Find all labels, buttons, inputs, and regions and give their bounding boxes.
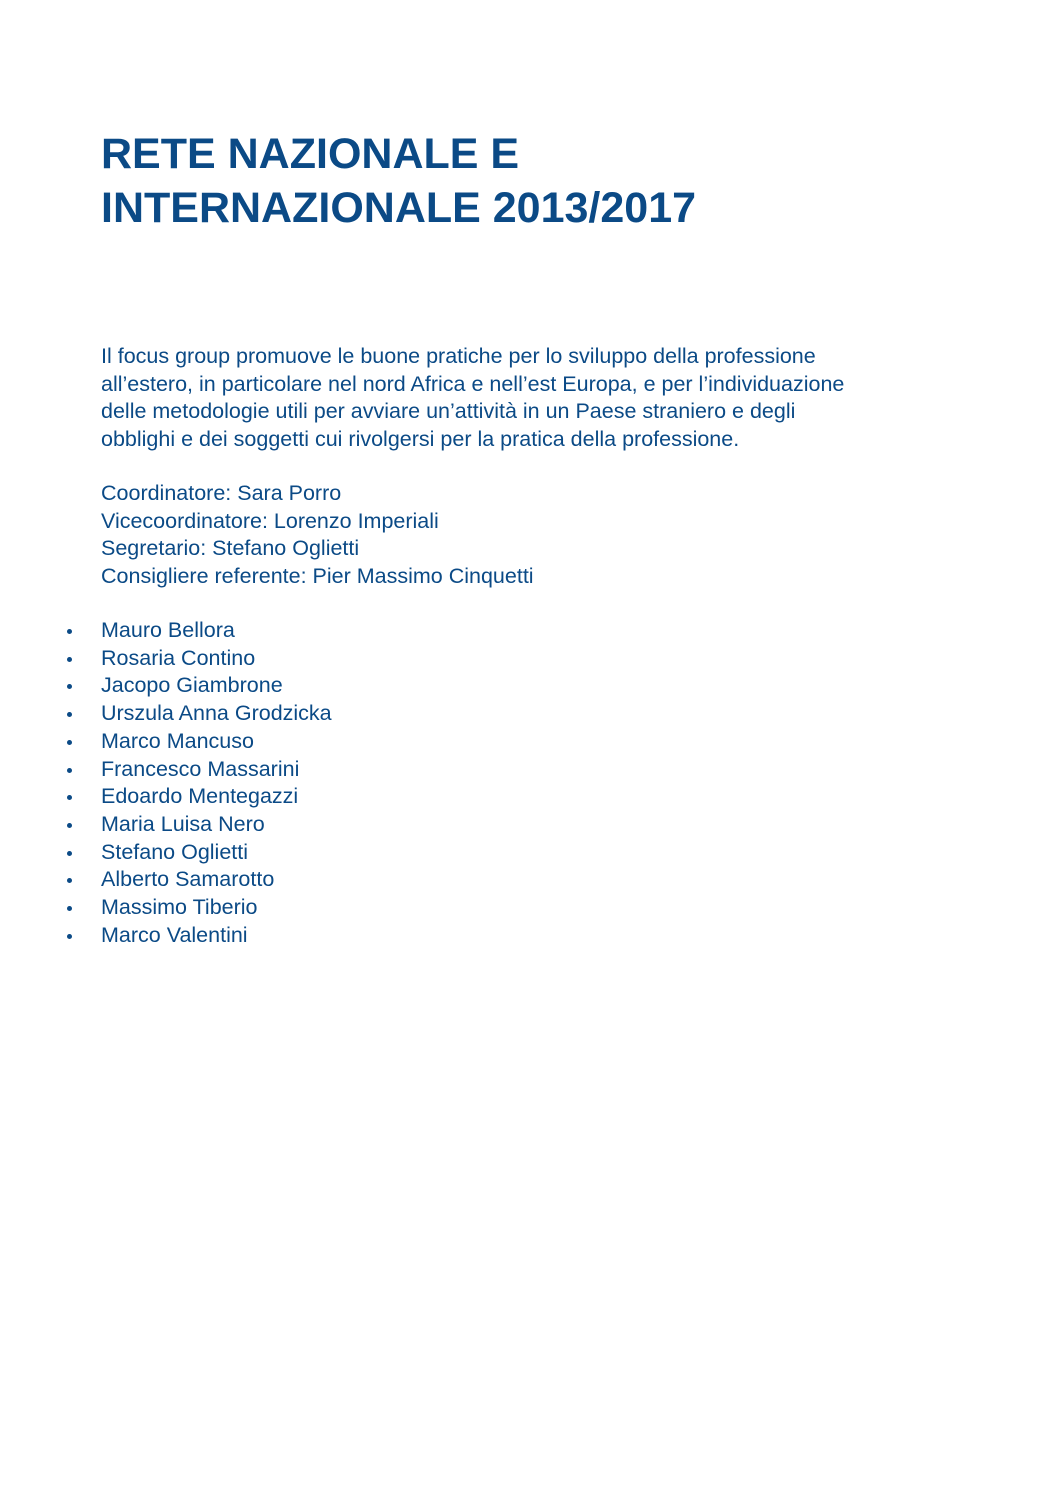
role-consigliere-referente: Consigliere referente: Pier Massimo Cinquetti	[101, 564, 534, 589]
member-name: Edoardo Mentegazzi	[101, 784, 299, 809]
bullet-icon	[67, 768, 72, 773]
list-item	[0, 839, 332, 867]
bullet-icon	[67, 851, 72, 856]
member-name: Jacopo Giambrone	[101, 673, 283, 698]
member-name: Massimo Tiberio	[101, 895, 258, 920]
role-coordinatore: Coordinatore: Sara Porro	[101, 481, 342, 505]
bullet-icon	[67, 712, 72, 717]
bullet-icon	[67, 823, 72, 828]
list-item	[0, 617, 332, 645]
bullet-icon	[67, 934, 72, 939]
members-list	[0, 617, 332, 949]
intro-line-4: obblighi e dei soggetti cui rivolgersi per la pratica della professione.	[101, 427, 740, 452]
bullet-icon	[67, 684, 72, 689]
intro-line-3: delle metodologie utili per avviare un’attività in un Paese straniero e degli	[101, 399, 796, 424]
intro-line-2: all’estero, in particolare nel nord Africa e nell’est Europa, e per l’individuazione	[101, 371, 845, 396]
member-name: Alberto Samarotto	[101, 867, 275, 892]
role-segretario: Segretario: Stefano Oglietti	[101, 536, 360, 561]
member-name: Urszula Anna Grodzicka	[101, 701, 332, 726]
list-item	[0, 922, 332, 950]
bullet-icon	[67, 740, 72, 745]
member-name: Francesco Massarini	[101, 756, 300, 781]
list-item	[0, 700, 332, 728]
role-vicecoordinatore: Vicecoordinatore: Lorenzo Imperiali	[101, 508, 439, 533]
roles-block	[101, 480, 534, 591]
list-item	[0, 672, 332, 700]
member-name: Maria Luisa Nero	[101, 811, 265, 836]
intro-paragraph	[101, 343, 1001, 454]
list-item	[0, 645, 332, 673]
title-line-2: INTERNAZIONALE 2013/2017	[101, 184, 697, 232]
member-name: Mauro Bellora	[101, 618, 235, 642]
bullet-icon	[67, 629, 72, 634]
member-name: Rosaria Contino	[101, 645, 256, 670]
intro-line-1: Il focus group promuove le buone pratiche per lo sviluppo della professione	[101, 344, 816, 368]
list-item	[0, 728, 332, 756]
bullet-icon	[67, 657, 72, 662]
bullet-icon	[67, 906, 72, 911]
list-item	[0, 756, 332, 784]
list-item	[0, 811, 332, 839]
member-name: Marco Valentini	[101, 922, 248, 947]
member-name: Marco Mancuso	[101, 728, 254, 753]
list-item	[0, 866, 332, 894]
bullet-icon	[67, 878, 72, 883]
title-line-1: RETE NAZIONALE E	[101, 130, 520, 178]
page-title	[101, 127, 696, 235]
list-item	[0, 783, 332, 811]
bullet-icon	[67, 795, 72, 800]
list-item	[0, 894, 332, 922]
member-name: Stefano Oglietti	[101, 839, 249, 864]
